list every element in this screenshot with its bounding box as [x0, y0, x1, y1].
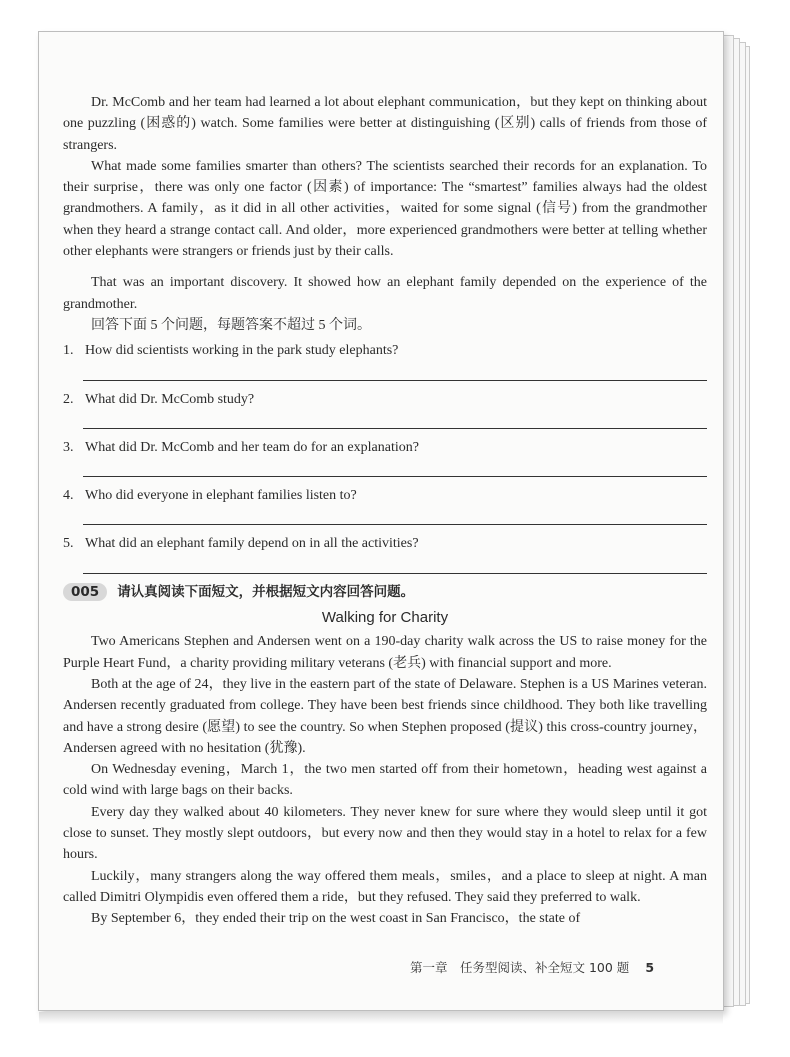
section-instruction: 请认真阅读下面短文，并根据短文内容回答问题。	[117, 583, 415, 600]
passage2-paragraph: On Wednesday evening，March 1，the two men started off from their hometown，heading west against a cold wind with large bags on their backs.	[63, 762, 707, 799]
page-content	[63, 92, 707, 930]
question-item	[63, 485, 707, 506]
passage2-paragraph: Luckily，many strangers along the way offered them meals，smiles，and a place to sleep at night. A man called Dimitri Olympidis even offered them a ride，but they refused. They said they preferred to walk.	[63, 868, 707, 905]
question-text: What did Dr. McComb and her team do for an explanation?	[85, 439, 419, 455]
passage1-paragraph: That was an important discovery. It showed how an elephant family depended on the experience of the grandmother.	[63, 275, 707, 312]
question-item	[63, 340, 707, 361]
page-number: 5	[645, 960, 655, 975]
passage2-paragraph: Both at the age of 24，they live in the eastern part of the state of Delaware. Stephen is a US Marines veteran. Andersen recently graduated from college. They have been best friends since childhood. They both like travelling and have a strong desire (愿望) to see the country. So when Stephen proposed (提议) this cross-country journey，Andersen agreed with no hesitation (犹豫).	[63, 676, 707, 756]
answer-line[interactable]	[83, 506, 707, 525]
question-number: 4.	[63, 488, 74, 504]
passage1-paragraph: Dr. McComb and her team had learned a lot about elephant communication，but they kept on thinking about one puzzling (困惑的) watch. Some families were better at distinguishing (区别) calls of friends from those of strangers.	[63, 95, 707, 153]
question-text: What did Dr. McComb study?	[85, 391, 255, 407]
answer-line[interactable]	[83, 362, 707, 381]
question-number: 2.	[63, 391, 74, 407]
book-page	[38, 31, 724, 1011]
answer-line[interactable]	[83, 555, 707, 574]
question-number: 3.	[63, 439, 74, 455]
passage2-paragraph: By September 6，they ended their trip on the west coast in San Francisco，the state of	[91, 911, 581, 927]
section-number-badge: 005	[63, 583, 107, 601]
passage2-paragraph: Every day they walked about 40 kilometers. They never knew for sure where they would sleep until it got close to sunset. They mostly slept outdoors，but every now and then they would stay in a hotel to relax for a few hours.	[63, 804, 707, 863]
question-text: Who did everyone in elephant families listen to?	[85, 488, 357, 504]
question-text: What did an elephant family depend on in all the activities?	[85, 536, 419, 552]
question-number: 1.	[63, 343, 74, 359]
section-heading	[63, 582, 707, 603]
questions-instruction: 回答下面 5 个问题，每题答案不超过 5 个词。	[91, 317, 371, 333]
chapter-title: 第一章 任务型阅读、补全短文 100 题	[410, 960, 630, 975]
question-item	[63, 533, 707, 554]
question-number: 5.	[63, 536, 74, 552]
answer-line[interactable]	[83, 410, 707, 429]
passage-title: Walking for Charity	[321, 609, 449, 627]
answer-line[interactable]	[83, 458, 707, 477]
question-item	[63, 389, 707, 410]
question-item	[63, 437, 707, 458]
passage1-paragraph: What made some families smarter than others? The scientists searched their records for an explanation. To their surprise，there was only one factor (因素) of importance: The “smartest” families always had the oldest grandmothers. A family，as it did in all other activities，waited for some signal (信号) from the grandmother when they heard a strange contact call. And older，more experienced grandmothers were better at telling whether other elephants were strangers or friends just by their calls.	[63, 158, 707, 260]
passage2-paragraph: Two Americans Stephen and Andersen went on a 190-day charity walk across the US to raise money for the Purple Heart Fund，a charity providing military veterans (老兵) with financial support and more.	[63, 634, 707, 671]
question-text: How did scientists working in the park study elephants?	[85, 343, 399, 359]
page-footer	[410, 958, 654, 976]
